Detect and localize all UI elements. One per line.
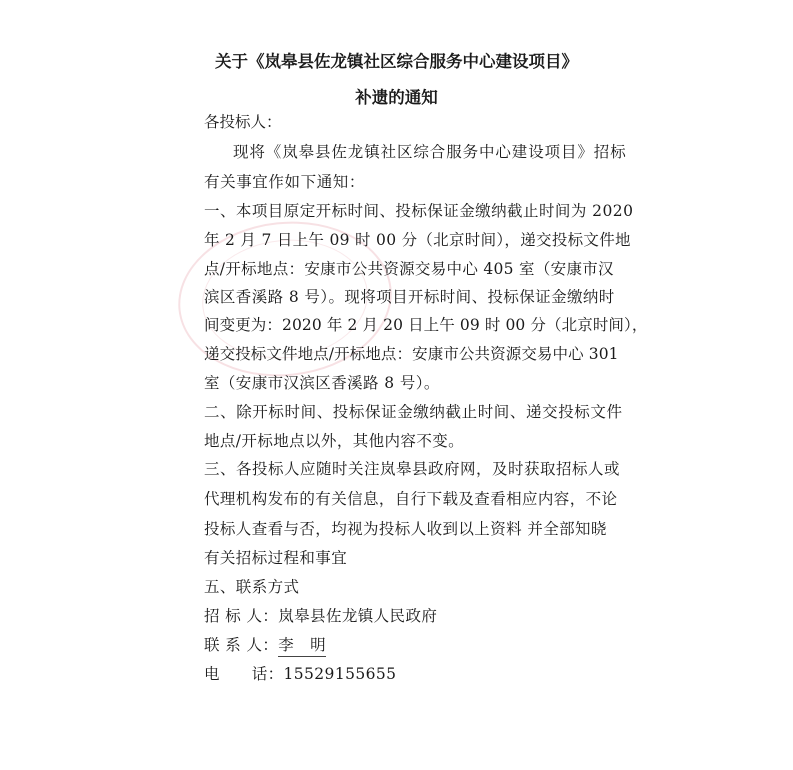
salutation: 各投标人： [204,113,282,131]
document-title: 关于《岚皋县佐龙镇社区综合服务中心建设项目》 [215,52,578,71]
body-line: 代理机构发布的有关信息，自行下载及查看相应内容，不论 [204,490,618,508]
phone-number: 15529155655 [283,665,397,683]
body-line: 间变更为：2020 年 2 月 20 日上午 09 时 00 分（北京时间）， [204,316,648,334]
tenderer-line: 招 标 人：岚皋县佐龙镇人民政府 [204,607,438,625]
body-line: 有关招标过程和事宜 [204,549,348,567]
body-line: 年 2 月 7 日上午 09 时 00 分（北京时间），递交投标文件地 [204,231,631,249]
body-line: 点/开标地点：安康市公共资源交易中心 405 室（安康市汉 [204,260,614,278]
section-heading: 五、联系方式 [204,578,300,596]
body-line: 三、各投标人应随时关注岚皋县政府网，及时获取招标人或 [204,460,621,478]
body-line: 一、本项目原定开标时间、投标保证金缴纳截止时间为 2020 [204,202,634,220]
contact-name: 李 明 [278,638,326,657]
body-line: 递交投标文件地点/开标地点：安康市公共资源交易中心 301 [204,345,619,363]
body-line: 地点/开标地点以外，其他内容不变。 [204,432,465,450]
phone-line [204,667,396,683]
body-line: 现将《岚皋县佐龙镇社区综合服务中心建设项目》招标 [233,143,627,161]
contact-label: 联 系 人： [204,636,279,654]
body-line: 室（安康市汉滨区香溪路 8 号）。 [204,374,440,392]
body-line: 滨区香溪路 8 号）。现将项目开标时间、投标保证金缴纳时 [204,288,615,306]
document-subtitle: 补遗的通知 [355,88,438,107]
phone-label: 电 话： [204,665,284,683]
body-line: 有关事宜作如下通知： [204,173,366,191]
body-line: 投标人查看与否，均视为投标人收到以上资料 并全部知晓 [204,520,607,538]
body-line: 二、除开标时间、投标保证金缴纳截止时间、递交投标文件 [204,403,623,421]
contact-line [204,638,326,657]
